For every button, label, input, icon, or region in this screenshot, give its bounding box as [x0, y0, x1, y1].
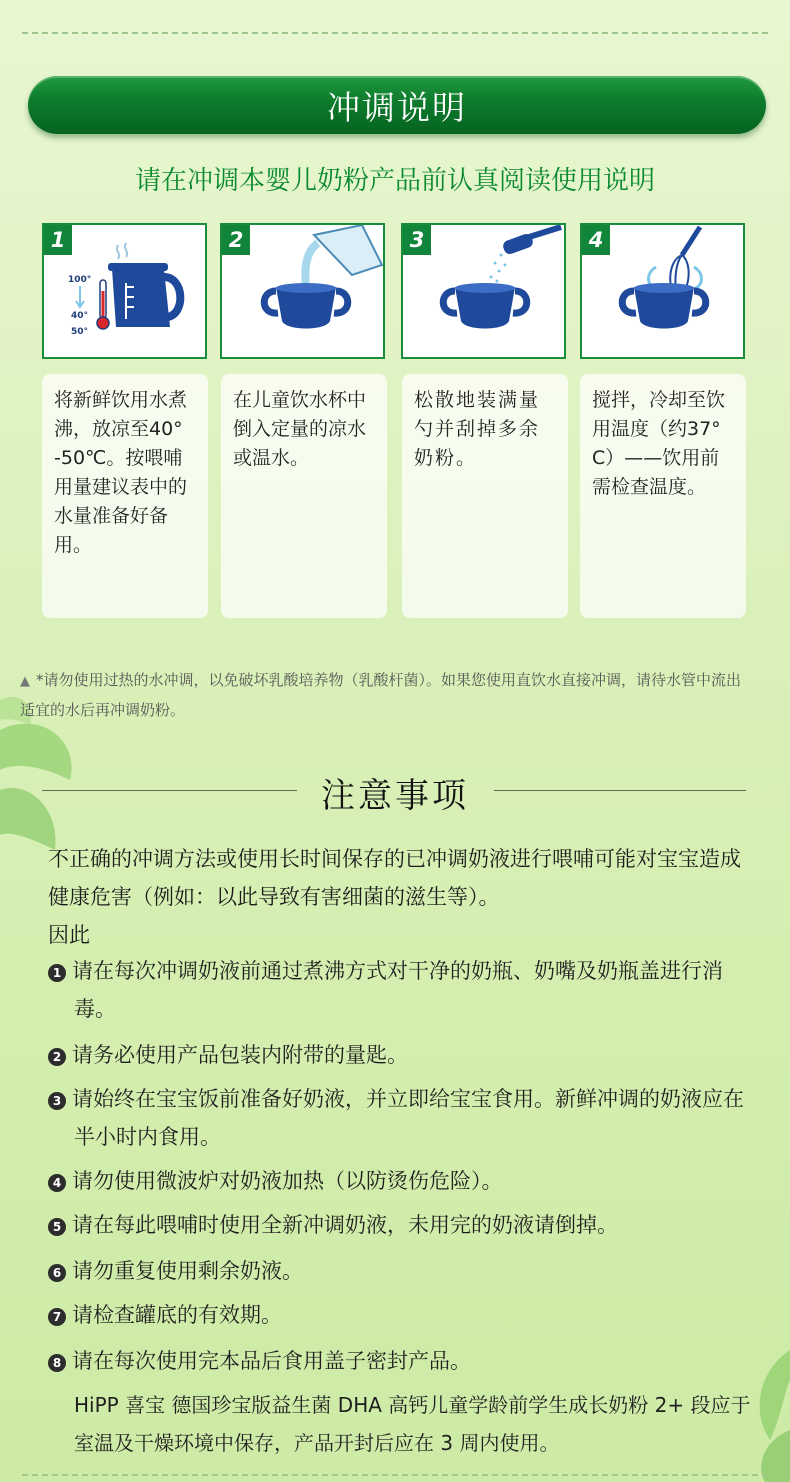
notice-item-text: 请始终在宝宝饭前准备好奶液，并立即给宝宝食用。新鲜冲调的奶液应在半小时内食用。	[72, 1087, 744, 1149]
step-3-text-card: 松散地装满量勺并刮掉多余奶粉。	[402, 374, 568, 618]
notice-item-text: 请务必使用产品包装内附带的量匙。	[72, 1043, 408, 1067]
number-bullet-icon: 2	[48, 1048, 66, 1066]
whisk-stir-cup-icon	[582, 225, 743, 357]
number-bullet-icon: 3	[48, 1092, 66, 1110]
notice-item-6	[48, 1252, 758, 1290]
top-dashed-divider	[22, 32, 768, 34]
notice-item-text: 请在每次冲调奶液前通过煮沸方式对干净的奶瓶、奶嘴及奶瓶盖进行消毒。	[72, 959, 723, 1021]
banner-title: 冲调说明	[327, 87, 467, 127]
notice-intro	[48, 840, 758, 954]
notice-item-5	[48, 1206, 758, 1244]
storage-text: HiPP 喜宝 德国珍宝版益生菌 DHA 高钙儿童学龄前学生成长奶粉 2+ 段应于室温及干燥环境中保存，产品开封后应在 3 周内使用。	[74, 1393, 751, 1455]
instructions-subtitle: 请在冲调本婴儿奶粉产品前认真阅读使用说明	[134, 166, 655, 196]
notice-item-1	[48, 952, 758, 1028]
instructions-banner	[28, 76, 766, 134]
notice-title: 注意事项	[321, 776, 469, 816]
notice-therefore: 因此	[48, 923, 90, 947]
notice-item-3	[48, 1080, 758, 1156]
scoop-powder-cup-icon	[403, 225, 564, 357]
step-1-text-card: 将新鲜饮用水煮沸，放凉至40° -50℃。按喂哺用量建议表中的水量准备好备用。	[42, 374, 208, 618]
step-number: 1	[44, 225, 72, 255]
warning-triangle-icon: ▲	[20, 674, 30, 689]
svg-text:100°: 100°	[68, 275, 92, 285]
notice-item-text: 请勿使用微波炉对奶液加热（以防烫伤危险）。	[72, 1169, 503, 1193]
notice-item-text: 请勿重复使用剩余奶液。	[72, 1259, 303, 1283]
number-bullet-icon: 6	[48, 1264, 66, 1282]
notice-item-text: 请在每次使用完本品后食用盖子密封产品。	[72, 1349, 471, 1373]
step-4-illustration	[580, 223, 745, 359]
step-number: 2	[222, 225, 250, 255]
number-bullet-icon: 4	[48, 1174, 66, 1192]
step-number: 3	[403, 225, 431, 255]
step-1-illustration	[42, 223, 207, 359]
number-bullet-icon: 8	[48, 1354, 66, 1372]
notice-item-7	[48, 1296, 758, 1334]
number-bullet-icon: 7	[48, 1308, 66, 1326]
number-bullet-icon: 1	[48, 964, 66, 982]
notice-item-text: 请检查罐底的有效期。	[72, 1303, 282, 1327]
step-number: 4	[582, 225, 610, 255]
notice-rule-right	[494, 790, 746, 791]
bottom-dashed-divider	[22, 1474, 768, 1476]
number-bullet-icon: 5	[48, 1218, 66, 1236]
step-4-text-card: 搅拌，冷却至饮用温度（约37° C）——饮用前需检查温度。	[580, 374, 746, 618]
svg-text:40°: 40°	[71, 311, 89, 321]
step-3-illustration	[401, 223, 566, 359]
step-2-illustration	[220, 223, 385, 359]
notice-item-8	[48, 1342, 758, 1380]
kettle-thermometer-icon	[44, 225, 205, 357]
warning-note	[20, 666, 750, 725]
step-2-text-card: 在儿童饮水杯中倒入定量的凉水或温水。	[221, 374, 387, 618]
warning-note-text: *请勿使用过热的水冲调，以免破坏乳酸培养物（乳酸杆菌）。如果您使用直饮水直接冲调，请待水管中流出适宜的水后再冲调奶粉。	[20, 671, 742, 719]
pour-water-cup-icon	[222, 225, 383, 357]
svg-text:50°: 50°	[71, 327, 89, 337]
notice-item-text: 请在每此喂哺时使用全新冲调奶液，未用完的奶液请倒掉。	[72, 1213, 618, 1237]
notice-intro-text: 不正确的冲调方法或使用长时间保存的已冲调奶液进行喂哺可能对宝宝造成健康危害（例如：以此导致有害细菌的滋生等）。	[48, 847, 741, 909]
notice-item-4	[48, 1162, 758, 1200]
notice-item-2	[48, 1036, 758, 1074]
